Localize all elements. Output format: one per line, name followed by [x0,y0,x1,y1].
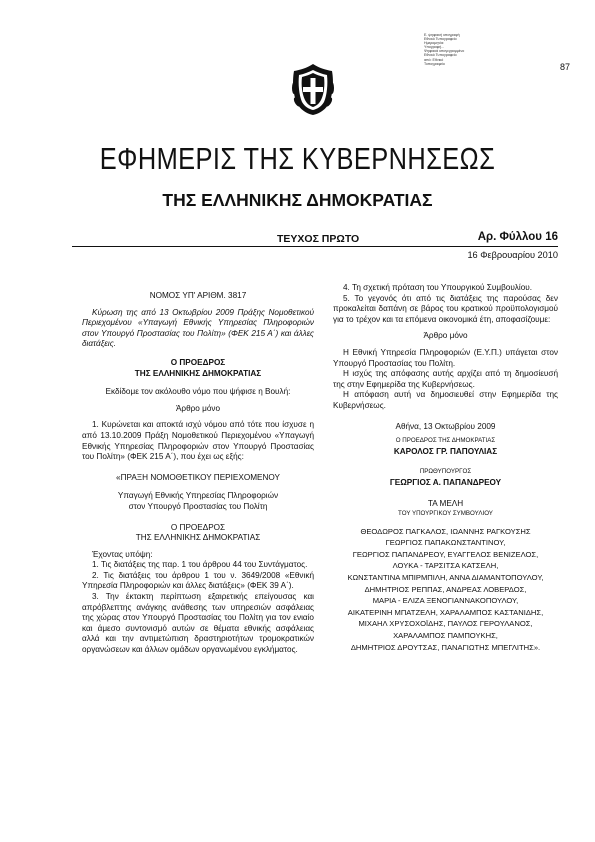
paragraph-1: 1. Κυρώνεται και αποκτά ισχύ νόμου από τότε που ίσχυσε η από 13.10.2009 Πράξη Νομοθετικού Περιεχομένου «Υπαγωγή Εθνικής Υπηρεσίας Πληροφοριών στον Υπουργό Προστασίας του Πολίτη» (ΦΕΚ 215 Α΄), που έχει ως εξής: [82,420,314,462]
pm-title: ΠΡΩΘΥΠΟΥΡΓΟΣ [419,468,472,476]
header-rule [72,246,558,247]
members-title: ΤΑ ΜΕΛΗ [427,498,464,508]
digital-signature-stamp [424,33,490,66]
stamp-line: Υπογραφή... [424,45,445,50]
act-president-heading-sub: ΤΗΣ ΕΛΛΗΝΙΚΗΣ ΔΗΜΟΚΡΑΤΙΑΣ [135,533,261,543]
coat-of-arms-icon [288,62,338,116]
article-heading: Άρθρο μόνο [175,403,221,413]
member-line: ΓΕΩΡΓΙΟΣ ΠΑΠΑΚΩΝΣΤΑΝΤΙΝΟΥ, [385,538,506,548]
page-number: 87 [559,62,570,72]
stamp-line: Εθνικό Τυπογραφείο [424,37,457,42]
place-date: Αθήνα, 13 Οκτωβρίου 2009 [395,421,496,431]
law-summary: Κύρωση της από 13 Οκτωβρίου 2009 Πράξης Νομοθετικού Περιεχομένου «Υπαγωγή Εθνικής Υπηρεσίας Πληροφοριών στον Υπουργό Προστασίας του Πολίτη» (ΦΕΚ 215 Α΄) και άλλες διατάξεις. [82,307,314,349]
right-column [333,283,558,653]
act-subtitle-2: στον Υπουργό Προστασίας του Πολίτη [128,501,268,511]
considering-item-3: 3. Την έκτακτη περίπτωση εξαιρετικής επείγουσας και απρόβλεπτης ανάγκης ανάθεσης των υπηρεσιών ασφάλειας της χώρας στον Υπουργό Προστασίας του Πολίτη για τον ενιαίο και άμεσο συντονισμό αυτών σε θέματα εθνικής ασφάλειας αλλά και την αντιμετώπιση δραστηριοτήτων τρομοκρατικών οργανώσεων και άλλων ομάδων οργανωμένου εγκλήματος. [82,592,314,655]
law-title: ΝΟΜΟΣ ΥΠ' ΑΡΙΘΜ. 3817 [149,291,247,300]
considering-item-4: 4. Τη σχετική πρόταση του Υπουργικού Συμβουλίου. [343,283,533,292]
act-subtitle-1: Υπαγωγή Εθνικής Υπηρεσίας Πληροφοριών [117,491,279,501]
member-line: ΑΙΚΑΤΕΡΙΝΗ ΜΠΑΤΖΕΛΗ, ΧΑΡΑΛΑΜΠΟΣ ΚΑΣΤΑΝΙΔΗΣ, [347,607,544,617]
decision-paragraph-3: Η απόφαση αυτή να δημοσιευθεί στην Εφημερίδα της Κυβερνήσεως. [333,390,558,410]
considering-clause: Έχοντας υπόψη: [92,549,153,559]
considering-item-1: 1. Τις διατάξεις της παρ. 1 του άρθρου 44 του Συντάγματος. [92,560,308,570]
member-line: ΔΗΜΗΤΡΙΟΣ ΔΡΟΥΤΣΑΣ, ΠΑΝΑΓΙΩΤΗΣ ΜΠΕΓΛΙΤΗΣ». [350,642,541,652]
sheet-number: Αρ. Φύλλου 16 [477,231,558,243]
decision-paragraph-1: Η Εθνική Υπηρεσία Πληροφοριών (Ε.Υ.Π.) υπάγεται στον Υπουργό Προστασίας του Πολίτη. [333,347,558,368]
member-line: ΚΩΝΣΤΑΝΤΙΝΑ ΜΠΙΡΜΠΙΛΗ, ΑΝΝΑ ΔΙΑΜΑΝΤΟΠΟΥΛΟΥ, [347,573,544,583]
president-name: ΚΑΡΟΛΟΣ ΓΡ. ΠΑΠΟΥΛΙΑΣ [393,446,498,456]
president-heading: Ο ΠΡΟΕΔΡΟΣ [170,357,226,367]
stamp-line: Τυπογραφείο [424,61,445,66]
member-line: ΔΗΜΗΤΡΙΟΣ ΡΕΠΠΑΣ, ΑΝΔΡΕΑΣ ΛΟΒΕΡΔΟΣ, [364,584,527,594]
decision-paragraph-2: Η ισχύς της απόφασης αυτής αρχίζει από τη δημοσίευσή της στην Εφημερίδα της Κυβερνήσεως. [333,369,558,389]
member-line: ΘΕΟΔΩΡΟΣ ΠΑΓΚΑΛΟΣ, ΙΩΑΝΝΗΣ ΡΑΓΚΟΥΣΗΣ [360,526,531,536]
members-title-sub: ΤΟΥ ΥΠΟΥΡΓΙΚΟΥ ΣΥΜΒΟΥΛΙΟΥ [398,510,493,518]
president-heading-sub: ΤΗΣ ΕΛΛΗΝΙΚΗΣ ΔΗΜΟΚΡΑΤΙΑΣ [134,368,262,378]
gazette-subtitle: ΤΗΣ ΕΛΛΗΝΙΚΗΣ ΔΗΜΟΚΡΑΤΙΑΣ [162,190,433,210]
member-line: ΜΙΧΑΗΛ ΧΡΥΣΟΧΟΪΔΗΣ, ΠΑΥΛΟΣ ΓΕΡΟΥΛΑΝΟΣ, [358,619,533,629]
member-line: ΧΑΡΑΛΑΜΠΟΣ ΠΑΜΠΟΥΚΗΣ, [393,631,498,641]
president-title: Ο ΠΡΟΕΔΡΟΣ ΤΗΣ ΔΗΜΟΚΡΑΤΙΑΣ [395,437,496,445]
enactment-clause: Εκδίδομε τον ακόλουθο νόμο που ψήφισε η Βουλή: [105,387,291,397]
left-column [82,291,314,656]
member-line: ΛΟΥΚΑ - ΤΑΡΣΙΤΣΑ ΚΑΤΣΕΛΗ, [392,561,499,571]
considering-item-2: 2. Τις διατάξεις του άρθρου 1 του ν. 3649/2008 «Εθνική Υπηρεσία Πληροφοριών και άλλες διατάξεις» (ΦΕΚ 39 Α΄). [82,570,314,591]
stamp-line: Ε. ψηφιακή υπογραφή [424,33,460,37]
considering-item-5: 5. Το γεγονός ότι από τις διατάξεις της παρούσας δεν προκαλείται δαπάνη σε βάρος του κρατικού προϋπολογισμού για το τρέχον και τα επόμενα οικονομικά έτη, αποφασίζουμε: [333,293,558,324]
member-line: ΜΑΡΙΑ - ΕΛΙΖΑ ΞΕΝΟΓΙΑΝΝΑΚΟΠΟΥΛΟΥ, [372,596,519,606]
issue-date: 16 Φεβρουαρίου 2010 [467,250,558,260]
issue-label: ΤΕΥΧΟΣ ΠΡΩΤΟ [277,233,360,245]
stamp-line: Ημερομηνία: [424,41,445,46]
stamp-line: Ψηφιακά υπογεγραμμένο [424,49,465,54]
gazette-title: ΕΦΗΜΕΡΙΣ ΤΗΣ ΚΥΒΕΡΝΗΣΕΩΣ [99,141,496,176]
stamp-line: από: Εθνικό [424,57,444,62]
article-heading-right: Άρθρο μόνο [423,331,468,341]
stamp-line: Εθνικό Τυπογραφείο [424,53,457,58]
act-title: «ΠΡΑΞΗ ΝΟΜΟΘΕΤΙΚΟΥ ΠΕΡΙΕΧΟΜΕΝΟΥ [116,472,280,482]
pm-name: ΓΕΩΡΓΙΟΣ Α. ΠΑΠΑΝΔΡΕΟΥ [389,477,502,487]
member-line: ΓΕΩΡΓΙΟΣ ΠΑΠΑΝΔΡΕΟΥ, ΕΥΑΓΓΕΛΟΣ ΒΕΝΙΖΕΛΟΣ, [352,549,539,559]
act-president-heading: Ο ΠΡΟΕΔΡΟΣ [170,522,226,532]
